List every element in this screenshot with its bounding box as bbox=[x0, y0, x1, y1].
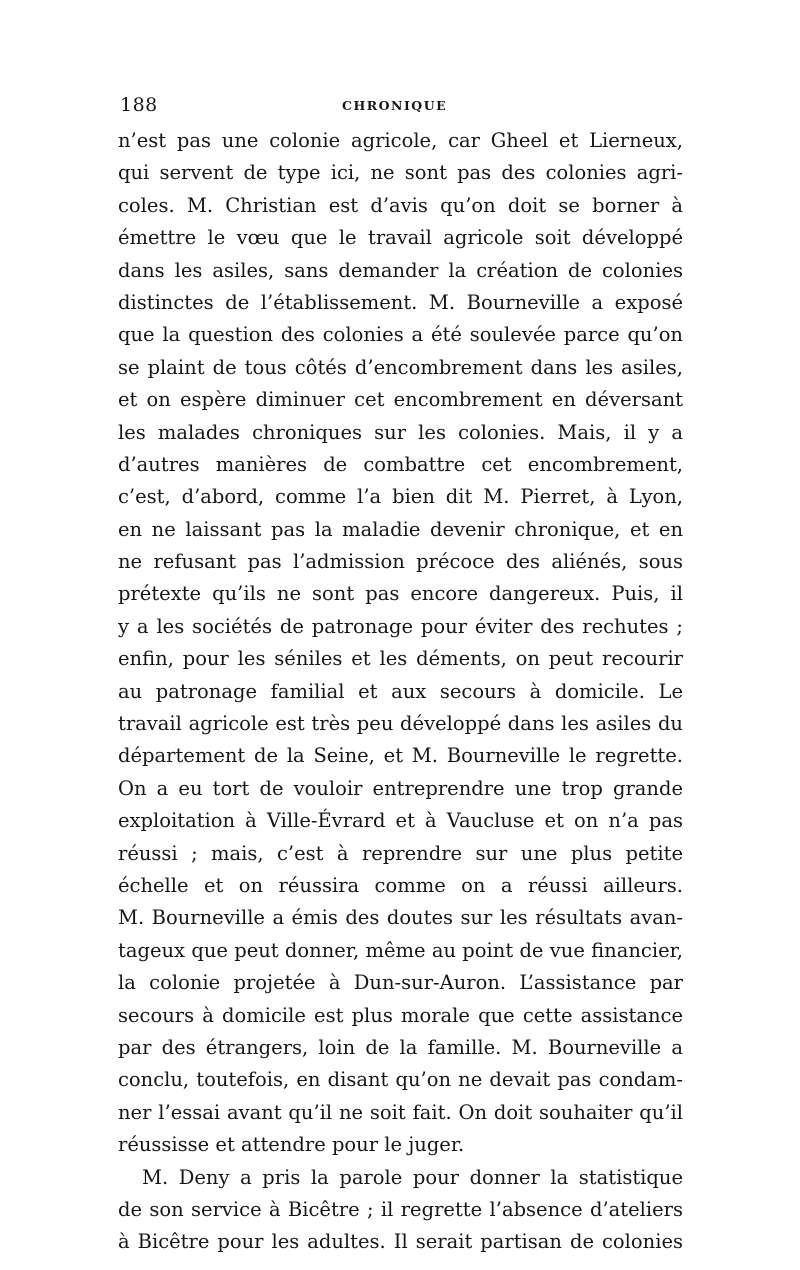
text-line: ner l’essai avant qu’il ne soit fait. On doit souhaiter qu’il bbox=[118, 1100, 683, 1124]
text-line: échelle et on réussira comme on a réussi ailleurs. bbox=[118, 873, 683, 897]
text-line: secours à domicile est plus morale que cette assistance bbox=[118, 1003, 683, 1027]
text-line: distinctes de l’établissement. M. Bourneville a exposé bbox=[118, 290, 683, 314]
paragraph-last-line: réussisse et attendre pour le juger. bbox=[118, 1133, 465, 1157]
running-head: CHRONIQUE bbox=[342, 98, 448, 113]
text-line: enfin, pour les séniles et les déments, on peut recourir bbox=[118, 647, 683, 671]
text-line: réussi ; mais, c’est à reprendre sur une plus petite bbox=[118, 841, 683, 865]
text-line: prétexte qu’ils ne sont pas encore dangereux. Puis, il bbox=[118, 582, 683, 606]
text-line: travail agricole est très peu développé dans les asiles du bbox=[118, 712, 683, 736]
text-line: y a les sociétés de patronage pour éviter des rechutes ; bbox=[118, 614, 683, 638]
text-line: de son service à Bicêtre ; il regrette l’absence d’ateliers bbox=[118, 1197, 683, 1221]
body-text bbox=[118, 125, 683, 1259]
text-line: c’est, d’abord, comme l’a bien dit M. Pierret, à Lyon, bbox=[118, 485, 683, 509]
text-line: émettre le vœu que le travail agricole soit développé bbox=[118, 226, 683, 250]
text-line: au patronage familial et aux secours à domicile. Le bbox=[118, 679, 683, 703]
text-line: coles. M. Christian est d’avis qu’on doit se borner à bbox=[118, 193, 683, 217]
paragraph-first-line: M. Deny a pris la parole pour donner la statistique bbox=[142, 1165, 683, 1189]
text-line: à Bicêtre pour les adultes. Il serait partisan de colonies bbox=[118, 1230, 683, 1254]
text-line: qui servent de type ici, ne sont pas des colonies agri- bbox=[118, 161, 683, 185]
text-line: dans les asiles, sans demander la création de colonies bbox=[118, 258, 683, 282]
text-line: se plaint de tous côtés d’encombrement dans les asiles, bbox=[118, 355, 683, 379]
text-line: et on espère diminuer cet encombrement en déversant bbox=[118, 388, 683, 412]
text-line: conclu, toutefois, en disant qu’on ne devait pas condam- bbox=[118, 1068, 683, 1092]
text-line: département de la Seine, et M. Bourneville le regrette. bbox=[118, 744, 683, 768]
text-line: d’autres manières de combattre cet encombrement, bbox=[118, 452, 683, 476]
page-number: 188 bbox=[120, 94, 158, 116]
text-line: la colonie projetée à Dun-sur-Auron. L’assistance par bbox=[118, 971, 683, 995]
text-line: par des étrangers, loin de la famille. M. Bourneville a bbox=[118, 1035, 683, 1059]
text-line: que la question des colonies a été soulevée parce qu’on bbox=[118, 323, 683, 347]
text-line: en ne laissant pas la maladie devenir chronique, et en bbox=[118, 517, 683, 541]
text-line: n’est pas une colonie agricole, car Gheel et Lierneux, bbox=[118, 129, 683, 152]
page-header bbox=[120, 93, 680, 119]
text-line: tageux que peut donner, même au point de vue financier, bbox=[118, 938, 683, 962]
text-line: On a eu tort de vouloir entreprendre une trop grande bbox=[118, 776, 683, 800]
text-line: ne refusant pas l’admission précoce des aliénés, sous bbox=[118, 550, 683, 574]
text-line: M. Bourneville a émis des doutes sur les résultats avan- bbox=[118, 906, 683, 930]
text-line: exploitation à Ville-Évrard et à Vaucluse et on n’a pas bbox=[118, 809, 683, 833]
text-line: les malades chroniques sur les colonies. Mais, il y a bbox=[118, 420, 683, 444]
